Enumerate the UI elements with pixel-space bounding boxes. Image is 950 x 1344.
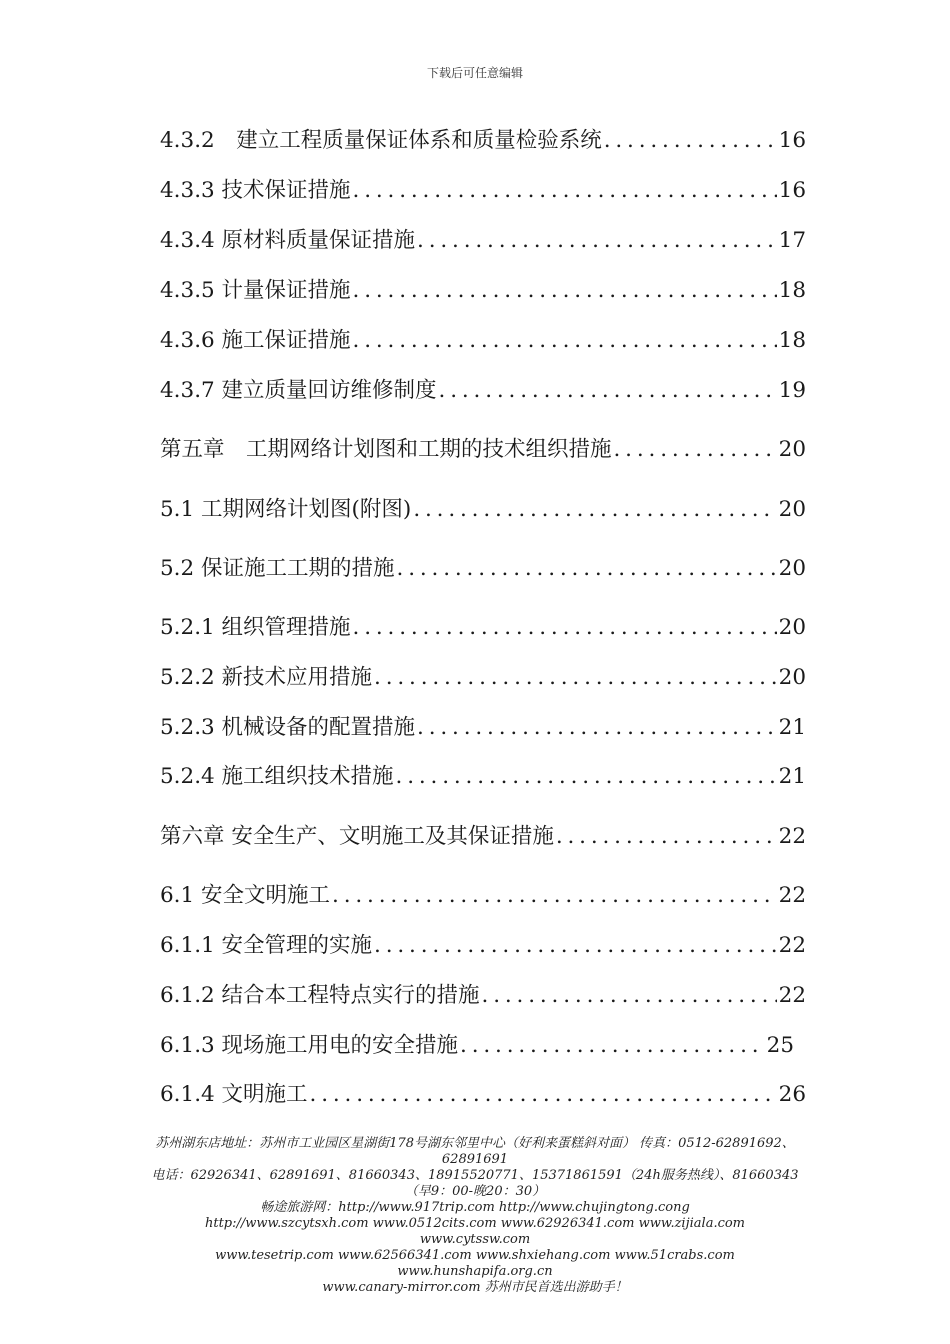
toc-entry[interactable]: [160, 494, 806, 526]
toc-entry-page: 22: [778, 883, 806, 908]
toc-entry-title: 4.3.4 原材料质量保证措施: [160, 228, 416, 253]
toc-entry-page: 18: [778, 278, 806, 303]
toc-entry-title: 5.2.4 施工组织技术措施: [160, 764, 394, 789]
toc-entry[interactable]: [160, 325, 806, 357]
toc-dot-leader: [439, 375, 777, 407]
toc-entry-title: 第六章 安全生产、文明施工及其保证措施: [160, 824, 554, 849]
toc-entry-title: 6.1.4 文明施工: [160, 1082, 308, 1107]
toc-dot-leader: [353, 175, 777, 207]
page-footer: [150, 1136, 800, 1296]
toc-entry[interactable]: [160, 175, 806, 207]
toc-entry[interactable]: [160, 662, 806, 694]
toc-entry-title: 4.3.5 计量保证措施: [160, 278, 351, 303]
footer-links: www.tesetrip.com www.62566341.com www.shxiehang.com www.51crabs.com www.hunshapifa.org.cn: [215, 1248, 735, 1279]
toc-entry-title: 5.2.1 组织管理措施: [160, 615, 351, 640]
toc-dot-leader: [604, 125, 777, 157]
page-header-note: 下载后可任意编辑: [426, 66, 523, 80]
footer-website: 畅途旅游网：http://www.917trip.com http://www.chujingtong.cong: [260, 1200, 690, 1215]
toc-entry[interactable]: [160, 125, 806, 157]
toc-entry-page: 16: [778, 128, 806, 153]
toc-entry-page: 22: [778, 824, 806, 849]
toc-chapter-entry[interactable]: [160, 821, 806, 853]
toc-dot-leader: [460, 1030, 765, 1062]
toc-entry-title: 5.2.3 机械设备的配置措施: [160, 715, 416, 740]
toc-dot-leader: [614, 434, 777, 466]
toc-entry-page: 20: [778, 497, 806, 522]
toc-entry-page: 22: [778, 983, 806, 1008]
toc-entry-page: 20: [778, 556, 806, 581]
toc-dot-leader: [396, 761, 777, 793]
toc-entry-page: 21: [778, 715, 806, 740]
toc-entry[interactable]: [160, 880, 806, 912]
toc-entry-title: 4.3.7 建立质量回访维修制度: [160, 378, 437, 403]
toc-entry-page: 18: [778, 328, 806, 353]
toc-dot-leader: [374, 930, 777, 962]
footer-slogan: www.canary-mirror.com 苏州市民首选出游助手！: [322, 1280, 628, 1295]
toc-entry-title: 5.1 工期网络计划图(附图): [160, 497, 412, 522]
toc-entry-page: 16: [778, 178, 806, 203]
toc-chapter-entry[interactable]: [160, 434, 806, 466]
toc-entry[interactable]: [160, 1079, 806, 1111]
toc-entry-page: 21: [778, 764, 806, 789]
toc-dot-leader: [397, 553, 777, 585]
toc-dot-leader: [482, 980, 777, 1012]
toc-entry-title: 4.3.3 技术保证措施: [160, 178, 351, 203]
toc-entry-page: 19: [778, 378, 806, 403]
toc-entry[interactable]: [160, 553, 806, 585]
toc-entry-title: 4.3.2 建立工程质量保证体系和质量检验系统: [160, 128, 602, 153]
toc-dot-leader: [332, 880, 777, 912]
toc-entry[interactable]: [160, 930, 806, 962]
footer-address: 苏州湖东店地址：苏州市工业园区星湖街178号湖东邻里中心（好利来蛋糕斜对面） 传真：0512-62891692、62891691: [155, 1136, 795, 1167]
toc-entry[interactable]: [160, 761, 806, 793]
toc-entry[interactable]: [160, 375, 806, 407]
toc-entry-page: 17: [778, 228, 806, 253]
toc-entry-title: 第五章 工期网络计划图和工期的技术组织措施: [160, 437, 612, 462]
toc-dot-leader: [417, 712, 777, 744]
toc-entry-page: 20: [778, 665, 806, 690]
toc-entry-title: 5.2 保证施工工期的措施: [160, 556, 395, 581]
toc-dot-leader: [310, 1079, 777, 1111]
toc-dot-leader: [353, 612, 777, 644]
toc-entry-title: 6.1 安全文明施工: [160, 883, 331, 908]
toc-dot-leader: [417, 225, 777, 257]
toc-entry-title: 5.2.2 新技术应用措施: [160, 665, 373, 690]
toc-entry[interactable]: [160, 275, 806, 307]
toc-entry[interactable]: [160, 980, 806, 1012]
toc-dot-leader: [374, 662, 777, 694]
toc-entry-page: 25: [766, 1033, 794, 1058]
toc-entry[interactable]: [160, 612, 806, 644]
toc-entry-page: 26: [778, 1082, 806, 1107]
toc-entry-title: 6.1.3 现场施工用电的安全措施: [160, 1033, 459, 1058]
toc-dot-leader: [353, 275, 777, 307]
toc-entry[interactable]: [160, 712, 806, 744]
footer-phone: 电话：62926341、62891691、81660343、18915520771、15371861591（24h服务热线）、81660343（早9：00-晚20：30）: [151, 1168, 799, 1199]
toc-dot-leader: [556, 821, 777, 853]
toc-entry[interactable]: [160, 1030, 794, 1062]
toc-entry-page: 20: [778, 437, 806, 462]
footer-links: http://www.szcytsxh.com www.0512cits.com www.62926341.com www.zijiala.com www.cytssw.com: [204, 1216, 746, 1247]
toc-entry-title: 4.3.6 施工保证措施: [160, 328, 351, 353]
toc-entry-page: 22: [778, 933, 806, 958]
toc-entry-page: 20: [778, 615, 806, 640]
toc-dot-leader: [353, 325, 777, 357]
toc-entry-title: 6.1.1 安全管理的实施: [160, 933, 373, 958]
toc-dot-leader: [413, 494, 776, 526]
toc-entry[interactable]: [160, 225, 806, 257]
toc-entry-title: 6.1.2 结合本工程特点实行的措施: [160, 983, 480, 1008]
